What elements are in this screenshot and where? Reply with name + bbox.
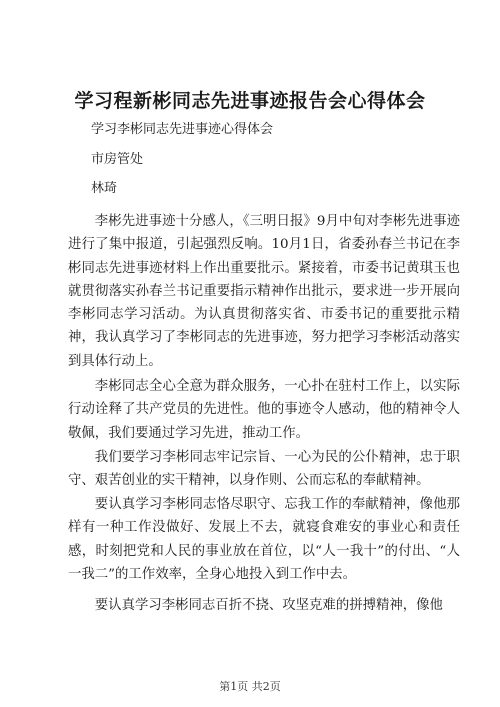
document-author: 林琦: [91, 181, 118, 196]
document-subtitle: 学习李彬同志先进事迹心得体会: [91, 122, 274, 137]
body-paragraph-3: 我们要学习李彬同志牢记宗旨、一心为民的公仆精神，忠于职守、艰苦创业的实干精神，以身作则、公而忘私的奉献精神。: [68, 450, 460, 489]
document-title: 学习程新彬同志先进事迹报告会心得体会: [74, 90, 426, 112]
page-number-footer: 第1页 共2页: [219, 680, 281, 693]
document-department: 市房管处: [91, 152, 144, 167]
body-paragraph-5: 要认真学习李彬同志百折不挠、攻坚克难的拼搏精神，像他: [94, 598, 443, 613]
body-paragraph-2: 李彬同志全心全意为群众服务，一心扑在驻村工作上，以实际行动诠释了共产党员的先进性。他的事迹令人感动，他的精神令人敬佩，我们要通过学习先进，推动工作。: [68, 379, 460, 441]
body-paragraph-4: 要认真学习李彬同志恪尽职守、忘我工作的奉献精神，像他那样有一种工作没做好、发展上不去，就寝食难安的事业心和责任感，时刻把党和人民的事业放在首位，以“人一我十”的付出、“人一我二”的工作效率，全身心地投入到工作中去。: [68, 497, 460, 582]
body-paragraph-1: 李彬先进事迹十分感人，《三明日报》9月中旬对李彬先进事迹进行了集中报道，引起强烈反响。10月1日，省委孙春兰书记在李彬同志先进事迹材料上作出重要批示。紧接着，市委书记黄琪玉也就贯彻落实孙春兰书记重要指示精神作出批示，要求进一步开展向李彬同志学习活动。为认真贯彻落实省、市委书记的重要批示精神，我认真学习了李彬同志的先进事迹，努力把学习李彬活动落实到具体行动上。: [68, 214, 460, 369]
